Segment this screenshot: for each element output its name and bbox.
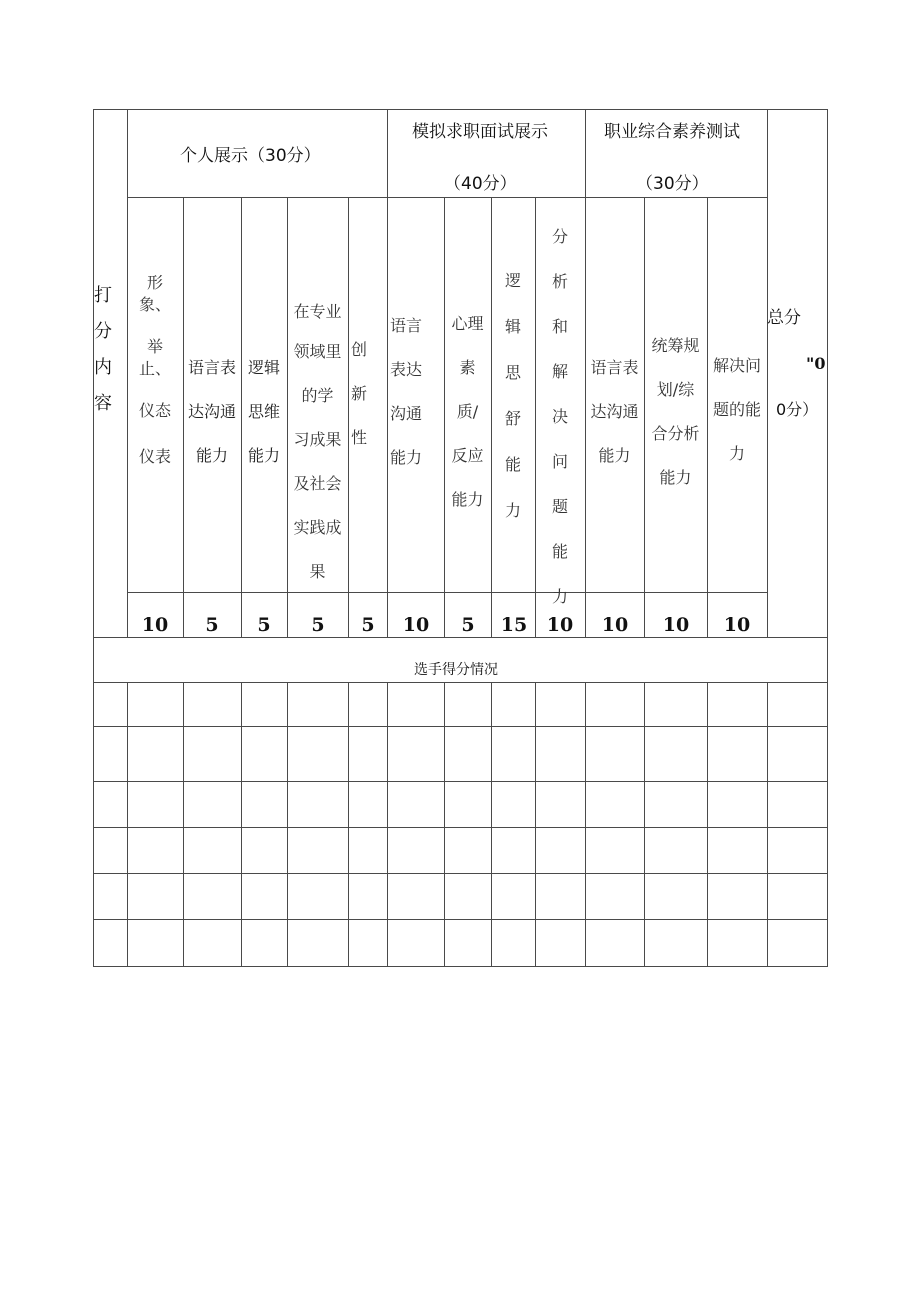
criterion-points: 15: [500, 614, 528, 636]
total-score-line1: "0: [806, 354, 826, 373]
row-line: [93, 873, 828, 874]
column-line: [491, 682, 492, 967]
column-line: [287, 682, 288, 967]
row-header-label: [93, 278, 113, 422]
criterion-points: 5: [257, 614, 271, 636]
row-line: [93, 781, 828, 782]
table-border-top: [93, 109, 828, 110]
row-header-char: 容: [94, 393, 112, 414]
criterion-speech-3: 语言表 达沟通 能力: [590, 358, 639, 465]
criterion-points: 10: [662, 614, 690, 636]
criterion-points: 10: [723, 614, 751, 636]
group-quality-score: （30分）: [636, 174, 709, 194]
column-line: [387, 682, 388, 967]
section-title: 选手得分情况: [414, 662, 498, 678]
criterion-problem-solving-1: 分 析 和 解 决 问 题 能 力: [551, 227, 568, 606]
row-line: [93, 827, 828, 828]
criterion-planning: 统筹规 划/综 合分析 能力: [651, 336, 700, 487]
row-line: [93, 726, 828, 727]
table-border-right: [827, 109, 828, 967]
section-title-bottom-line: [93, 682, 828, 683]
points-divider: [127, 592, 768, 593]
column-line: [535, 682, 536, 967]
column-line: [127, 682, 128, 967]
criterion-points: 5: [361, 614, 375, 636]
row-header-char: 打: [94, 285, 112, 306]
criterion-points: 10: [402, 614, 430, 636]
criterion-logic-1: 逻辑 思维 能力: [247, 358, 280, 465]
row-header-char: 内: [94, 357, 112, 378]
group-interview-score: （40分）: [444, 174, 517, 194]
column-line: [767, 682, 768, 967]
criterion-innovation: 创 新 性: [350, 340, 367, 447]
criterion-logic-2: 逻 辑 思 舒 能 力: [504, 271, 521, 520]
table-border-left: [93, 109, 94, 967]
criterion-points: 5: [205, 614, 219, 636]
criterion-speech-2: 语言 表达 沟通 能力: [389, 316, 422, 467]
criterion-points: 10: [601, 614, 629, 636]
criterion-points: 5: [311, 614, 325, 636]
column-line: [444, 682, 445, 967]
column-line: [585, 682, 586, 967]
row-header-char: 分: [94, 321, 112, 342]
column-line: [348, 682, 349, 967]
table-border-bottom: [93, 966, 828, 967]
column-line: [644, 682, 645, 967]
group-interview-title: 模拟求职面试展示: [412, 122, 548, 142]
criterion-speech-1: 语言表 达沟通 能力: [187, 358, 236, 465]
column-line: [767, 109, 768, 638]
row-line: [93, 919, 828, 920]
group-quality-title: 职业综合素养测试: [604, 122, 740, 142]
criterion-points: 10: [546, 614, 574, 636]
header-bottom-line: [93, 637, 828, 638]
criterion-appearance: 形 象、 举 止、 仪态 仪表: [138, 273, 171, 466]
column-line: [241, 682, 242, 967]
criterion-psychology: 心理 素 质/ 反应 能力: [451, 314, 484, 509]
column-line: [707, 682, 708, 967]
criterion-points: 5: [461, 614, 475, 636]
total-label: 总分: [767, 308, 801, 328]
criterion-points: 10: [141, 614, 169, 636]
criterion-achievements: 在专业 领域里 的学 习成果 及社会 实践成 果: [293, 302, 342, 581]
column-line: [183, 682, 184, 967]
group-divider: [127, 197, 768, 198]
total-score-line2: 0分）: [776, 400, 819, 419]
criterion-problem-solving-2: 解决问 题的能 力: [712, 356, 761, 463]
group-personal-title: 个人展示（30分）: [180, 146, 321, 166]
